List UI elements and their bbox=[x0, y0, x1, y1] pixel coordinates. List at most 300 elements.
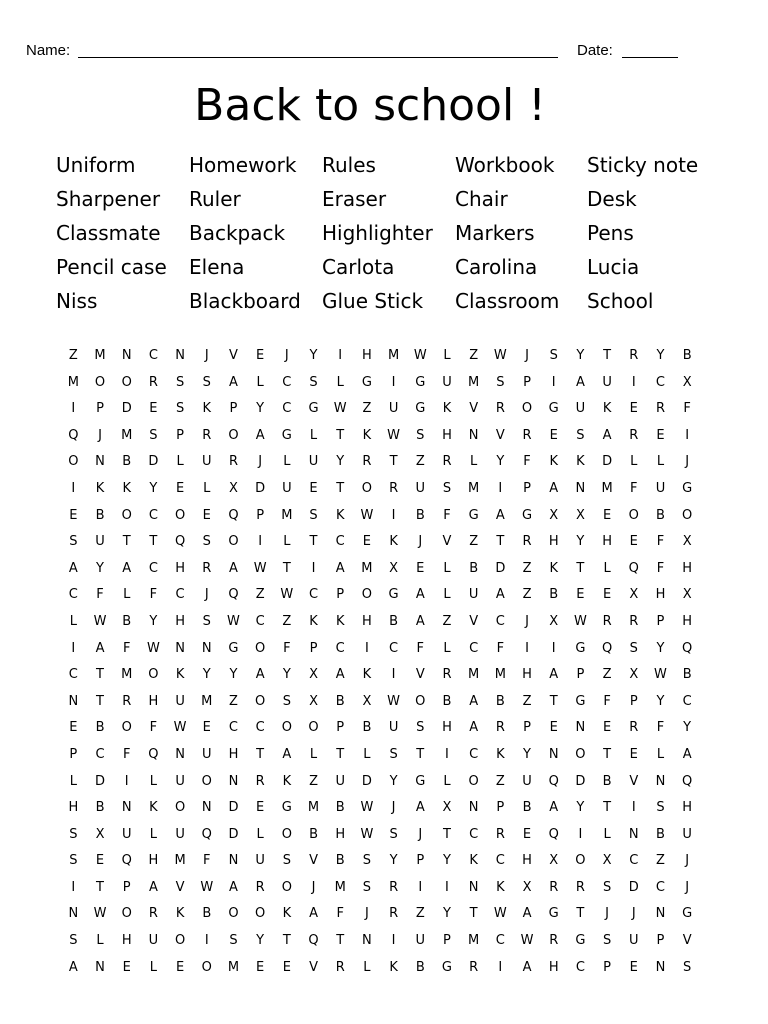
grid-letter: A bbox=[255, 667, 265, 683]
grid-letter: B bbox=[656, 826, 665, 842]
grid-letter: D bbox=[228, 826, 239, 842]
grid-letter: W bbox=[333, 401, 347, 417]
grid-letter: S bbox=[229, 933, 238, 949]
grid-letter: F bbox=[656, 560, 665, 576]
grid-letter: E bbox=[362, 534, 372, 550]
grid-letter: L bbox=[630, 454, 638, 470]
grid-letter: W bbox=[360, 507, 374, 523]
grid-letter: L bbox=[443, 587, 451, 603]
grid-letter: G bbox=[575, 640, 586, 656]
grid-letter: Y bbox=[389, 773, 398, 789]
grid-letter: T bbox=[469, 906, 478, 922]
date-label: Date: bbox=[577, 42, 613, 59]
grid-letter: R bbox=[148, 374, 158, 390]
grid-letter: S bbox=[656, 800, 665, 816]
grid-letter: N bbox=[175, 348, 185, 363]
grid-letter: H bbox=[175, 560, 185, 576]
grid-letter: R bbox=[629, 348, 639, 363]
grid-letter: S bbox=[389, 746, 398, 762]
grid-letter: L bbox=[309, 427, 318, 443]
grid-letter: W bbox=[253, 560, 267, 576]
grid-letter: V bbox=[495, 427, 505, 443]
grid-letter: G bbox=[228, 640, 239, 656]
grid-letter: I bbox=[525, 640, 529, 656]
grid-letter: U bbox=[255, 853, 265, 869]
grid-letter: E bbox=[69, 720, 78, 736]
grid-letter: Y bbox=[683, 720, 692, 736]
grid-letter: A bbox=[335, 560, 345, 576]
grid-letter: B bbox=[309, 826, 318, 842]
grid-letter: Y bbox=[149, 613, 158, 629]
grid-letter: E bbox=[202, 507, 211, 523]
grid-letter: E bbox=[602, 587, 612, 603]
grid-letter: N bbox=[201, 800, 212, 816]
grid-letter: O bbox=[148, 667, 159, 683]
grid-letter: Z bbox=[469, 348, 479, 363]
grid-letter: Q bbox=[682, 773, 693, 789]
grid-letter: U bbox=[682, 826, 692, 842]
grid-letter: Y bbox=[576, 800, 585, 816]
grid-letter: W bbox=[413, 348, 427, 363]
grid-letter: O bbox=[575, 853, 586, 869]
grid-letter: W bbox=[146, 640, 160, 656]
grid-letter: D bbox=[361, 773, 372, 789]
grid-letter: C bbox=[68, 587, 78, 603]
grid-letter: Y bbox=[282, 667, 291, 683]
grid-letter: B bbox=[95, 800, 105, 816]
grid-letter: E bbox=[629, 534, 638, 550]
grid-letter: G bbox=[575, 933, 586, 949]
grid-letter: A bbox=[469, 720, 479, 736]
grid-letter: X bbox=[362, 693, 372, 709]
grid-letter: S bbox=[416, 720, 425, 736]
grid-letter: D bbox=[228, 800, 239, 816]
grid-letter: E bbox=[522, 826, 532, 842]
grid-letter: V bbox=[229, 348, 238, 363]
grid-letter: E bbox=[256, 348, 265, 363]
grid-letter: H bbox=[335, 826, 346, 842]
grid-letter: X bbox=[549, 613, 559, 629]
grid-letter: K bbox=[282, 773, 292, 789]
grid-letter: V bbox=[469, 401, 479, 417]
grid-letter: S bbox=[202, 374, 211, 390]
grid-letter: J bbox=[525, 348, 529, 363]
grid-letter: A bbox=[68, 959, 78, 975]
grid-letter: C bbox=[682, 693, 692, 709]
grid-letter: J bbox=[631, 906, 636, 922]
grid-letter: L bbox=[69, 613, 77, 629]
grid-letter: L bbox=[443, 348, 451, 363]
grid-letter: U bbox=[522, 773, 532, 789]
grid-letter: V bbox=[682, 933, 692, 949]
grid-letter: T bbox=[336, 480, 345, 496]
grid-letter: M bbox=[121, 667, 133, 683]
grid-letter: Z bbox=[495, 773, 505, 789]
grid-letter: Z bbox=[309, 773, 318, 789]
word-bank-item: Pencil case bbox=[56, 255, 167, 279]
grid-letter: Y bbox=[256, 933, 265, 949]
grid-letter: C bbox=[68, 667, 78, 683]
grid-letter: O bbox=[682, 507, 693, 523]
grid-letter: J bbox=[98, 427, 102, 443]
grid-letter: K bbox=[282, 906, 292, 922]
grid-letter: P bbox=[122, 879, 131, 895]
grid-letter: U bbox=[415, 480, 426, 496]
grid-letter: H bbox=[522, 667, 532, 683]
word-bank-item: Backpack bbox=[189, 221, 286, 245]
grid-letter: O bbox=[575, 746, 586, 762]
grid-letter: C bbox=[495, 613, 505, 629]
grid-letter: A bbox=[95, 640, 105, 656]
grid-letter: C bbox=[469, 746, 479, 762]
grid-letter: I bbox=[685, 427, 690, 443]
grid-letter: S bbox=[602, 933, 612, 949]
grid-letter: U bbox=[95, 534, 105, 550]
grid-letter: V bbox=[442, 534, 452, 550]
grid-letter: P bbox=[656, 933, 665, 949]
grid-letter: W bbox=[493, 906, 507, 922]
grid-letter: S bbox=[416, 427, 425, 443]
grid-letter: J bbox=[525, 613, 529, 629]
grid-letter: R bbox=[575, 879, 585, 895]
grid-letter: E bbox=[95, 853, 105, 869]
grid-letter: A bbox=[549, 667, 559, 683]
grid-letter: T bbox=[389, 454, 398, 470]
grid-letter: C bbox=[255, 720, 265, 736]
grid-letter: U bbox=[308, 454, 319, 470]
grid-letter: M bbox=[307, 800, 320, 816]
grid-letter: I bbox=[338, 348, 343, 363]
grid-letter: Z bbox=[442, 613, 452, 629]
grid-letter: K bbox=[335, 613, 345, 629]
grid-letter: T bbox=[549, 693, 558, 709]
grid-letter: R bbox=[442, 454, 452, 470]
grid-letter: N bbox=[468, 800, 479, 816]
grid-letter: I bbox=[391, 933, 396, 949]
grid-letter: S bbox=[175, 374, 185, 390]
grid-letter: T bbox=[603, 800, 612, 816]
grid-letter: N bbox=[121, 800, 132, 816]
grid-letter: H bbox=[602, 534, 612, 550]
grid-letter: U bbox=[468, 587, 479, 603]
grid-letter: E bbox=[122, 959, 131, 975]
grid-letter: A bbox=[495, 587, 505, 603]
grid-letter: V bbox=[309, 853, 318, 869]
word-bank-item: Carolina bbox=[455, 255, 538, 279]
grid-letter: S bbox=[442, 480, 452, 496]
grid-letter: H bbox=[655, 587, 666, 603]
grid-letter: R bbox=[389, 879, 399, 895]
grid-letter: B bbox=[682, 667, 692, 683]
grid-letter: N bbox=[68, 693, 79, 709]
word-bank-item: Classroom bbox=[455, 289, 560, 313]
grid-letter: I bbox=[551, 640, 556, 656]
grid-letter: O bbox=[121, 507, 132, 523]
grid-letter: P bbox=[336, 720, 345, 736]
grid-letter: A bbox=[148, 879, 158, 895]
grid-letter: I bbox=[631, 800, 636, 816]
grid-letter: A bbox=[68, 560, 78, 576]
grid-letter: L bbox=[603, 826, 611, 842]
grid-letter: B bbox=[415, 507, 425, 523]
grid-letter: M bbox=[201, 693, 213, 709]
grid-letter: W bbox=[387, 693, 401, 709]
grid-letter: N bbox=[95, 959, 105, 975]
grid-letter: I bbox=[258, 534, 263, 550]
grid-letter: C bbox=[629, 853, 639, 869]
grid-letter: H bbox=[148, 853, 159, 869]
grid-letter: H bbox=[682, 613, 693, 629]
grid-letter: B bbox=[389, 613, 399, 629]
grid-letter: O bbox=[255, 640, 266, 656]
grid-letter: Y bbox=[656, 640, 665, 656]
grid-letter: K bbox=[95, 480, 105, 496]
grid-letter: N bbox=[468, 879, 479, 895]
grid-letter: A bbox=[415, 587, 425, 603]
grid-letter: O bbox=[521, 401, 533, 417]
grid-letter: I bbox=[445, 879, 449, 895]
grid-letter: S bbox=[69, 826, 78, 842]
grid-letter: R bbox=[469, 959, 479, 975]
grid-letter: R bbox=[442, 667, 452, 683]
grid-letter: R bbox=[389, 906, 399, 922]
grid-letter: U bbox=[602, 374, 612, 390]
grid-letter: X bbox=[442, 800, 452, 816]
grid-letter: M bbox=[468, 480, 480, 496]
grid-letter: K bbox=[576, 454, 585, 470]
grid-letter: Y bbox=[576, 534, 585, 550]
grid-letter: T bbox=[442, 826, 451, 842]
grid-letter: H bbox=[682, 560, 693, 576]
grid-letter: O bbox=[121, 906, 132, 922]
word-bank-item: Homework bbox=[189, 153, 297, 177]
grid-letter: Y bbox=[656, 693, 665, 709]
grid-letter: L bbox=[149, 826, 158, 842]
grid-letter: L bbox=[283, 454, 291, 470]
header-line bbox=[26, 40, 686, 62]
grid-letter: L bbox=[96, 933, 104, 949]
grid-letter: K bbox=[309, 613, 318, 629]
grid-letter: T bbox=[416, 746, 425, 762]
grid-letter: J bbox=[204, 587, 209, 603]
grid-letter: P bbox=[96, 401, 104, 417]
grid-letter: F bbox=[203, 853, 211, 869]
grid-letter: P bbox=[656, 613, 665, 629]
grid-letter: O bbox=[121, 374, 132, 390]
date-blank-line bbox=[622, 57, 678, 58]
grid-letter: O bbox=[228, 906, 239, 922]
grid-letter: C bbox=[148, 348, 158, 363]
grid-letter: S bbox=[309, 374, 318, 390]
grid-letter: Y bbox=[309, 348, 318, 363]
grid-letter: N bbox=[655, 773, 666, 789]
grid-letter: Q bbox=[682, 640, 693, 656]
grid-letter: L bbox=[176, 454, 184, 470]
word-bank-item: Sharpener bbox=[56, 187, 161, 211]
grid-letter: H bbox=[548, 534, 559, 550]
grid-letter: L bbox=[123, 587, 131, 603]
grid-letter: U bbox=[655, 480, 666, 496]
grid-letter: S bbox=[282, 853, 291, 869]
grid-letter: X bbox=[309, 667, 318, 683]
grid-letter: M bbox=[601, 480, 613, 496]
grid-letter: K bbox=[362, 667, 372, 683]
grid-letter: S bbox=[175, 401, 185, 417]
grid-letter: S bbox=[629, 640, 638, 656]
grid-letter: F bbox=[336, 906, 344, 922]
grid-letter: Y bbox=[202, 667, 211, 683]
grid-letter: S bbox=[69, 534, 78, 550]
grid-letter: R bbox=[522, 427, 532, 443]
grid-letter: U bbox=[282, 480, 292, 496]
grid-letter: N bbox=[228, 853, 239, 869]
grid-letter: V bbox=[469, 613, 479, 629]
grid-letter: B bbox=[202, 906, 212, 922]
grid-letter: S bbox=[69, 853, 78, 869]
grid-letter: D bbox=[602, 454, 613, 470]
grid-letter: N bbox=[175, 746, 185, 762]
grid-letter: N bbox=[95, 454, 105, 470]
grid-letter: B bbox=[682, 348, 692, 363]
grid-letter: F bbox=[149, 720, 158, 736]
word-bank-item: Lucia bbox=[587, 255, 640, 279]
grid-letter: R bbox=[629, 613, 639, 629]
grid-letter: A bbox=[335, 667, 345, 683]
grid-letter: X bbox=[95, 826, 105, 842]
grid-letter: H bbox=[442, 720, 452, 736]
grid-letter: L bbox=[443, 773, 451, 789]
grid-letter: T bbox=[122, 534, 131, 550]
grid-letter: T bbox=[576, 906, 585, 922]
grid-letter: B bbox=[602, 773, 612, 789]
grid-letter: S bbox=[362, 853, 372, 869]
grid-letter: X bbox=[602, 853, 612, 869]
grid-letter: K bbox=[335, 507, 345, 523]
grid-letter: W bbox=[227, 613, 240, 629]
grid-letter: L bbox=[443, 640, 451, 656]
grid-letter: S bbox=[202, 613, 211, 629]
grid-letter: R bbox=[255, 773, 265, 789]
grid-letter: A bbox=[495, 507, 505, 523]
grid-letter: R bbox=[549, 933, 559, 949]
grid-letter: O bbox=[281, 879, 292, 895]
grid-letter: U bbox=[121, 826, 132, 842]
grid-letter: R bbox=[202, 427, 212, 443]
grid-letter: M bbox=[334, 879, 346, 895]
grid-letter: Z bbox=[255, 587, 265, 603]
grid-letter: F bbox=[283, 640, 291, 656]
grid-letter: E bbox=[549, 720, 558, 736]
grid-letter: B bbox=[495, 693, 505, 709]
name-label: Name: bbox=[26, 42, 71, 59]
grid-letter: T bbox=[96, 693, 104, 709]
grid-letter: Y bbox=[442, 906, 451, 922]
grid-letter: L bbox=[470, 454, 478, 470]
grid-letter: M bbox=[67, 374, 79, 390]
grid-letter: W bbox=[493, 348, 507, 363]
grid-letter: O bbox=[255, 906, 266, 922]
grid-letter: N bbox=[228, 773, 239, 789]
grid-letter: U bbox=[202, 454, 212, 470]
grid-letter: O bbox=[228, 427, 239, 443]
grid-letter: G bbox=[415, 374, 426, 390]
grid-letter: N bbox=[548, 746, 559, 762]
grid-letter: E bbox=[69, 507, 78, 523]
grid-letter: B bbox=[362, 720, 372, 736]
grid-letter: Z bbox=[522, 560, 532, 576]
grid-letter: O bbox=[468, 773, 479, 789]
grid-letter: E bbox=[256, 959, 265, 975]
grid-letter: T bbox=[576, 560, 585, 576]
grid-letter: Q bbox=[201, 826, 212, 842]
grid-letter: J bbox=[204, 348, 209, 363]
grid-letter: J bbox=[418, 826, 423, 842]
grid-letter: B bbox=[335, 853, 345, 869]
grid-letter: F bbox=[149, 587, 158, 603]
word-bank-item: Highlighter bbox=[322, 221, 433, 245]
grid-letter: V bbox=[309, 959, 318, 975]
grid-letter: U bbox=[388, 720, 399, 736]
grid-letter: M bbox=[121, 427, 133, 443]
grid-letter: F bbox=[96, 587, 104, 603]
grid-letter: N bbox=[201, 640, 212, 656]
grid-letter: S bbox=[309, 507, 318, 523]
grid-letter: E bbox=[149, 401, 158, 417]
grid-letter: C bbox=[335, 534, 345, 550]
grid-letter: P bbox=[416, 853, 425, 869]
grid-letter: P bbox=[576, 667, 585, 683]
grid-letter: A bbox=[309, 906, 318, 922]
grid-letter: I bbox=[204, 933, 209, 949]
grid-letter: A bbox=[122, 560, 132, 576]
grid-letter: E bbox=[282, 959, 291, 975]
grid-letter: S bbox=[496, 374, 505, 390]
grid-letter: B bbox=[122, 613, 132, 629]
grid-letter: X bbox=[389, 560, 399, 576]
grid-letter: I bbox=[551, 374, 556, 390]
grid-letter: R bbox=[362, 454, 372, 470]
word-bank-item: Workbook bbox=[455, 153, 555, 177]
grid-letter: B bbox=[122, 454, 132, 470]
grid-letter: A bbox=[522, 906, 532, 922]
grid-letter: F bbox=[496, 640, 505, 656]
grid-letter: I bbox=[498, 959, 503, 975]
grid-letter: X bbox=[229, 480, 238, 496]
grid-letter: O bbox=[174, 933, 186, 949]
grid-letter: C bbox=[655, 879, 665, 895]
grid-letter: A bbox=[229, 879, 238, 895]
word-bank-item: School bbox=[587, 289, 654, 313]
grid-letter: Z bbox=[68, 348, 78, 363]
grid-letter: G bbox=[388, 587, 399, 603]
grid-letter: G bbox=[548, 906, 559, 922]
grid-letter: Q bbox=[228, 507, 239, 523]
word-bank-item: Markers bbox=[455, 221, 535, 245]
word-bank-item: Elena bbox=[189, 255, 245, 279]
grid-letter: F bbox=[656, 720, 665, 736]
grid-letter: L bbox=[656, 454, 665, 470]
grid-letter: R bbox=[148, 906, 158, 922]
grid-letter: P bbox=[443, 933, 451, 949]
grid-letter: F bbox=[443, 507, 451, 523]
grid-letter: N bbox=[575, 720, 586, 736]
grid-letter: E bbox=[629, 959, 638, 975]
grid-letter: L bbox=[363, 746, 371, 762]
grid-letter: O bbox=[68, 454, 79, 470]
word-bank-item: Pens bbox=[587, 221, 634, 245]
grid-letter: E bbox=[656, 427, 665, 443]
grid-letter: U bbox=[442, 374, 452, 390]
